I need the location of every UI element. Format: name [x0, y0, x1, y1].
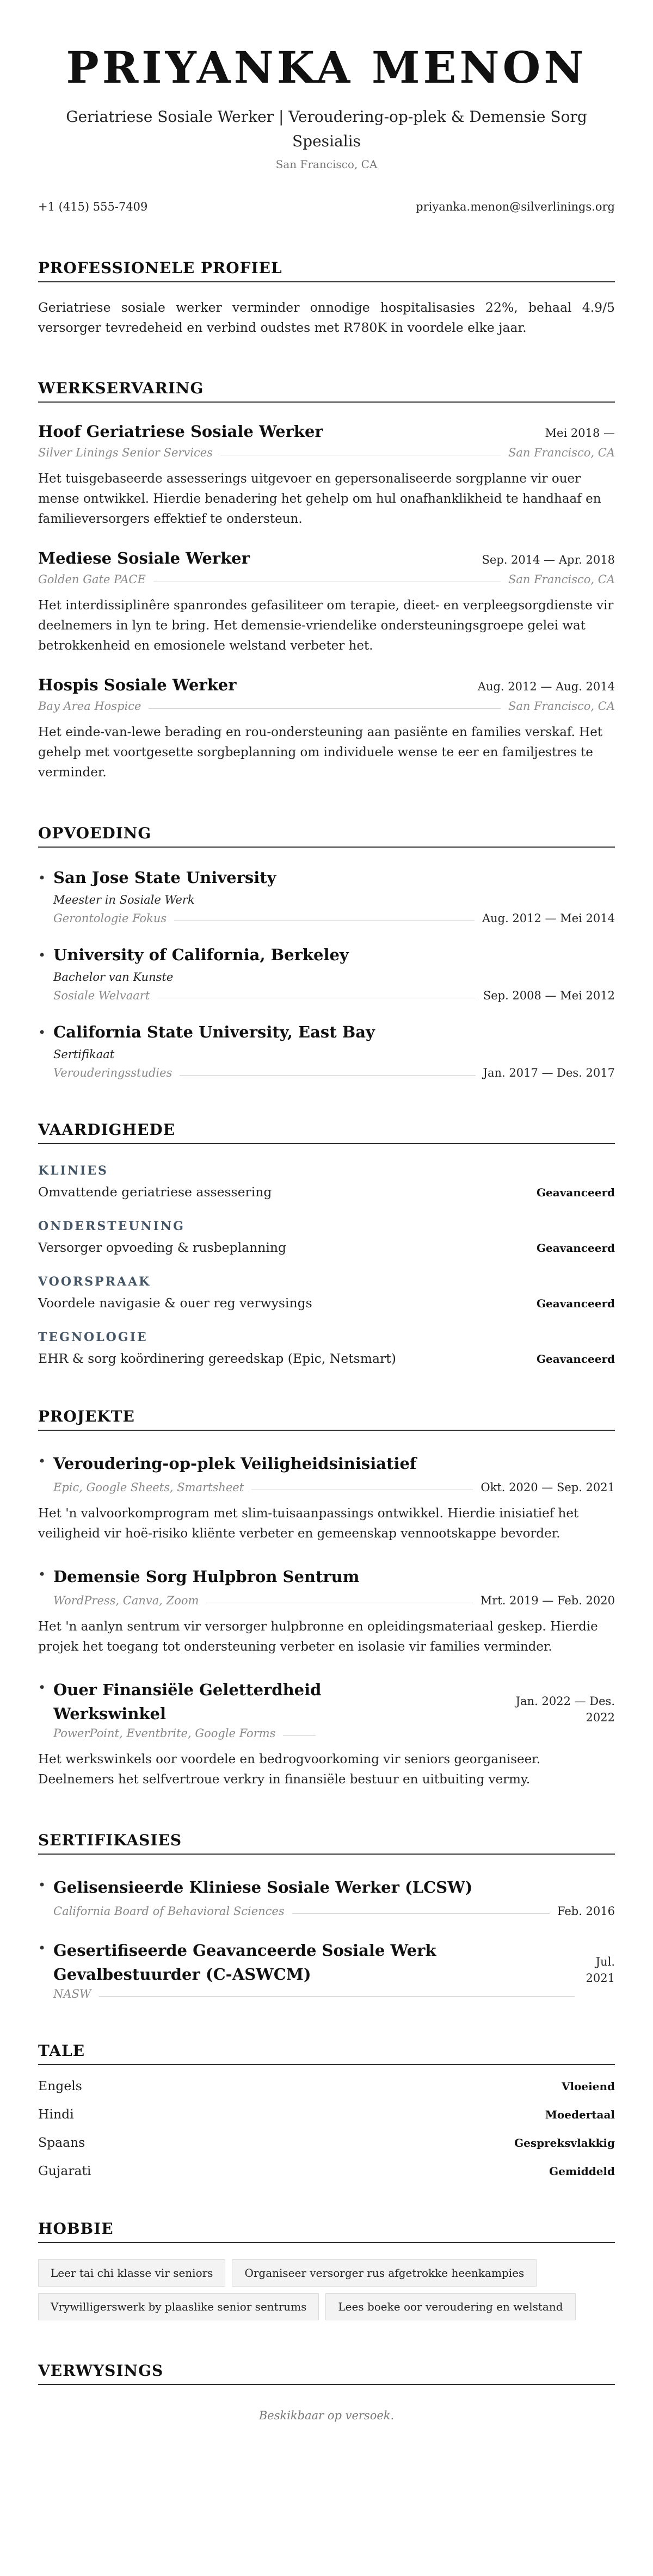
- section-heading-certifications: SERTIFIKASIES: [38, 1831, 615, 1855]
- references-note: Beskikbaar op versoek.: [258, 2409, 395, 2422]
- project-entry: [38, 1678, 615, 1740]
- bullet-icon: •: [38, 1454, 46, 1469]
- project-date: Jan. 2022 — Des. 2022: [515, 1695, 615, 1724]
- language-item: [38, 2078, 615, 2093]
- skill-category: VOORSPRAAK: [38, 1275, 151, 1289]
- field-of-study: Sosiale Welvaart: [53, 989, 150, 1002]
- dotted-leader: [292, 1913, 550, 1914]
- school-name: San Jose State University: [53, 868, 276, 887]
- education-date: Jan. 2017 — Des. 2017: [483, 1066, 615, 1079]
- degree: Meester in Sosiale Werk: [53, 893, 195, 906]
- project-description: Het 'n aanlyn sentrum vir versorger hulpbronne en opleidingsmateriaal geskep. Hierdie projek het toegang tot ondersteuning verbeter en isolasie vir families verminder.: [38, 1620, 598, 1654]
- job-organization: Silver Linings Senior Services: [38, 446, 213, 459]
- email-address[interactable]: priyanka.menon@silverlinings.org: [416, 200, 615, 213]
- skill-level: Geavanceerd: [536, 1241, 615, 1255]
- profile-summary: Geriatriese sosiale werker verminder onnodige hospitalisasies 22%, behaal 4.9/5 versorger tevredeheid en verbind oudstes met R780K in voordele elke jaar.: [38, 300, 615, 335]
- dotted-leader: [149, 708, 501, 709]
- project-entry: [38, 1565, 615, 1607]
- language-level: Moedertaal: [545, 2108, 615, 2121]
- skill-category: TEGNOLOGIE: [38, 1330, 148, 1344]
- section-heading-profile: PROFESSIONELE PROFIEL: [38, 259, 615, 282]
- project-tools: WordPress, Canva, Zoom: [53, 1594, 199, 1607]
- job-description: Het interdissiplinêre spanrondes gefasiliteer om terapie, dieet- en verpleegsorgdienste vir deelnemers in lyn te bring. Het demensie-vriendelike ondersteuningsgroepe gelei wat betrokkenheid en emosionele welstand verbeter het.: [38, 598, 614, 653]
- language-name: Gujarati: [38, 2163, 91, 2178]
- language-item: [38, 2135, 615, 2150]
- language-level: Vloeiend: [561, 2080, 615, 2093]
- education-entry: [38, 868, 615, 925]
- skill-name: Omvattende geriatriese assessering: [38, 1184, 272, 1200]
- section-heading-experience: WERKSERVARING: [38, 379, 615, 403]
- section-heading-languages: TALE: [38, 2042, 615, 2065]
- job-description: Het einde-van-lewe berading en rou-ondersteuning aan pasiënte en families verskaf. Het gehelp met voortgesette sorgbeplanning om individuele wense te eer en familjestres te verminder.: [38, 725, 603, 780]
- language-name: Hindi: [38, 2106, 74, 2122]
- skill-group: [38, 1275, 615, 1311]
- section-heading-skills: VAARDIGHEDE: [38, 1121, 615, 1144]
- skill-category: ONDERSTEUNING: [38, 1219, 185, 1233]
- job-location: San Francisco, CA: [508, 700, 615, 713]
- project-date: Okt. 2020 — Sep. 2021: [480, 1481, 615, 1494]
- bullet-icon: •: [38, 1680, 46, 1695]
- skill-level: Geavanceerd: [536, 1352, 615, 1366]
- job-organization: Golden Gate PACE: [38, 573, 146, 586]
- certification-name: Gesertifiseerde Geavanceerde Sosiale Werk Gevalbestuurder (C-ASWCM): [53, 1941, 436, 1984]
- job-location: San Francisco, CA: [508, 573, 615, 586]
- job-date: Sep. 2014 — Apr. 2018: [482, 553, 615, 566]
- project-description: Het 'n valvoorkomprogram met slim-tuisaanpassings ontwikkel. Hierdie inisiatief het veiligheid vir hoë-risiko kliënte verbeter en gemeenskap vennootskappe bevorder.: [38, 1506, 579, 1541]
- hobby-tag: Organiseer versorger rus afgetrokke heenkampies: [232, 2259, 537, 2287]
- section-heading-hobbies: HOBBIE: [38, 2220, 615, 2243]
- job-entry: [38, 422, 615, 529]
- education-date: Aug. 2012 — Mei 2014: [482, 912, 615, 925]
- hobby-tags: [38, 2259, 615, 2320]
- language-item: [38, 2106, 615, 2122]
- project-tools: PowerPoint, Eventbrite, Google Forms: [53, 1727, 276, 1740]
- job-title: Mediese Sosiale Werker: [38, 549, 250, 567]
- candidate-name: PRIYANKA MENON: [66, 42, 587, 93]
- job-organization: Bay Area Hospice: [38, 700, 141, 713]
- degree: Bachelor van Kunste: [53, 971, 174, 984]
- job-title: Hoof Geriatriese Sosiale Werker: [38, 422, 323, 441]
- candidate-title: Geriatriese Sosiale Werker | Veroudering-op-plek & Demensie Sorg Spesialis: [66, 108, 587, 150]
- language-name: Engels: [38, 2078, 82, 2093]
- education-entry: [38, 946, 615, 1002]
- hobby-tag: Leer tai chi klasse vir seniors: [38, 2259, 225, 2287]
- bullet-icon: •: [38, 1941, 46, 1956]
- language-level: Gespreksvlakkig: [514, 2136, 615, 2149]
- hobby-tag: Vrywilligerswerk by plaaslike senior sentrums: [38, 2293, 319, 2320]
- hobby-tag: Lees boeke oor veroudering en welstand: [325, 2293, 575, 2320]
- field-of-study: Verouderingsstudies: [53, 1066, 173, 1079]
- project-name: Demensie Sorg Hulpbron Sentrum: [53, 1567, 360, 1586]
- bullet-icon: •: [38, 1025, 46, 1040]
- certification-issuer: NASW: [53, 1987, 91, 2000]
- job-location: San Francisco, CA: [508, 446, 615, 459]
- project-tools: Epic, Google Sheets, Smartsheet: [53, 1481, 244, 1494]
- field-of-study: Gerontologie Fokus: [53, 912, 167, 925]
- section-heading-references: VERWYSINGS: [38, 2362, 615, 2385]
- degree: Sertifikaat: [53, 1048, 115, 1061]
- certification-date: Feb. 2016: [557, 1905, 615, 1918]
- certification-issuer: California Board of Behavioral Sciences: [53, 1905, 285, 1918]
- language-list: [38, 2078, 615, 2178]
- skill-group: [38, 1330, 615, 1366]
- project-name: Ouer Finansiële Geletterdheid Werkswinkel: [53, 1681, 322, 1723]
- language-item: [38, 2163, 615, 2178]
- skill-category: KLINIES: [38, 1164, 108, 1178]
- skill-name: Versorger opvoeding & rusbeplanning: [38, 1240, 287, 1255]
- candidate-location: San Francisco, CA: [275, 158, 378, 171]
- bullet-icon: •: [38, 870, 46, 886]
- section-heading-projects: PROJEKTE: [38, 1407, 615, 1431]
- skill-name: Voordele navigasie & ouer reg verwysings: [38, 1295, 312, 1311]
- job-title: Hospis Sosiale Werker: [38, 676, 237, 694]
- school-name: California State University, East Bay: [53, 1023, 375, 1041]
- skill-name: EHR & sorg koördinering gereedskap (Epic, Netsmart): [38, 1351, 396, 1366]
- phone-number[interactable]: +1 (415) 555-7409: [38, 200, 148, 213]
- dotted-leader: [180, 1075, 475, 1076]
- bullet-icon: •: [38, 1877, 46, 1893]
- job-entry: [38, 676, 615, 783]
- certification-date: Jul. 2021: [586, 1955, 615, 1985]
- certification-entry: [38, 1938, 615, 2000]
- dotted-leader: [283, 1735, 316, 1736]
- skill-level: Geavanceerd: [536, 1186, 615, 1199]
- section-heading-education: OPVOEDING: [38, 824, 615, 848]
- resume-page: [38, 0, 615, 2422]
- resume-header: [38, 42, 615, 171]
- skill-group: [38, 1219, 615, 1255]
- job-date: Aug. 2012 — Aug. 2014: [477, 680, 615, 693]
- job-entry: [38, 549, 615, 656]
- bullet-icon: •: [38, 948, 46, 963]
- project-entry: [38, 1451, 615, 1494]
- school-name: University of California, Berkeley: [53, 946, 349, 964]
- certification-entry: [38, 1875, 615, 1918]
- education-date: Sep. 2008 — Mei 2012: [483, 989, 615, 1002]
- job-description: Het tuisgebaseerde assesserings uitgevoer en gepersonaliseerde sorgplanne vir ouer mense ontwikkel. Hierdie benadering het gehelp om hul onafhanklikheid te handhaaf en familieversorgers effektief te ondersteun.: [38, 472, 601, 526]
- language-level: Gemiddeld: [549, 2165, 615, 2178]
- education-entry: [38, 1023, 615, 1079]
- skill-level: Geavanceerd: [536, 1297, 615, 1310]
- job-date: Mei 2018 —: [545, 427, 615, 440]
- project-name: Veroudering-op-plek Veiligheidsinisiatief: [53, 1454, 417, 1473]
- bullet-icon: •: [38, 1567, 46, 1582]
- project-description: Het werkswinkels oor voordele en bedrogvoorkoming vir seniors georganiseer. Deelnemers het selfvertroue verkry in finansiële bestuur en uitbuiting vermy.: [38, 1752, 541, 1787]
- skill-group: [38, 1164, 615, 1200]
- dotted-leader: [99, 1996, 575, 1997]
- project-date: Mrt. 2019 — Feb. 2020: [480, 1594, 615, 1607]
- language-name: Spaans: [38, 2135, 85, 2150]
- contact-row: [38, 200, 615, 213]
- certification-name: Gelisensieerde Kliniese Sosiale Werker (LCSW): [53, 1878, 473, 1897]
